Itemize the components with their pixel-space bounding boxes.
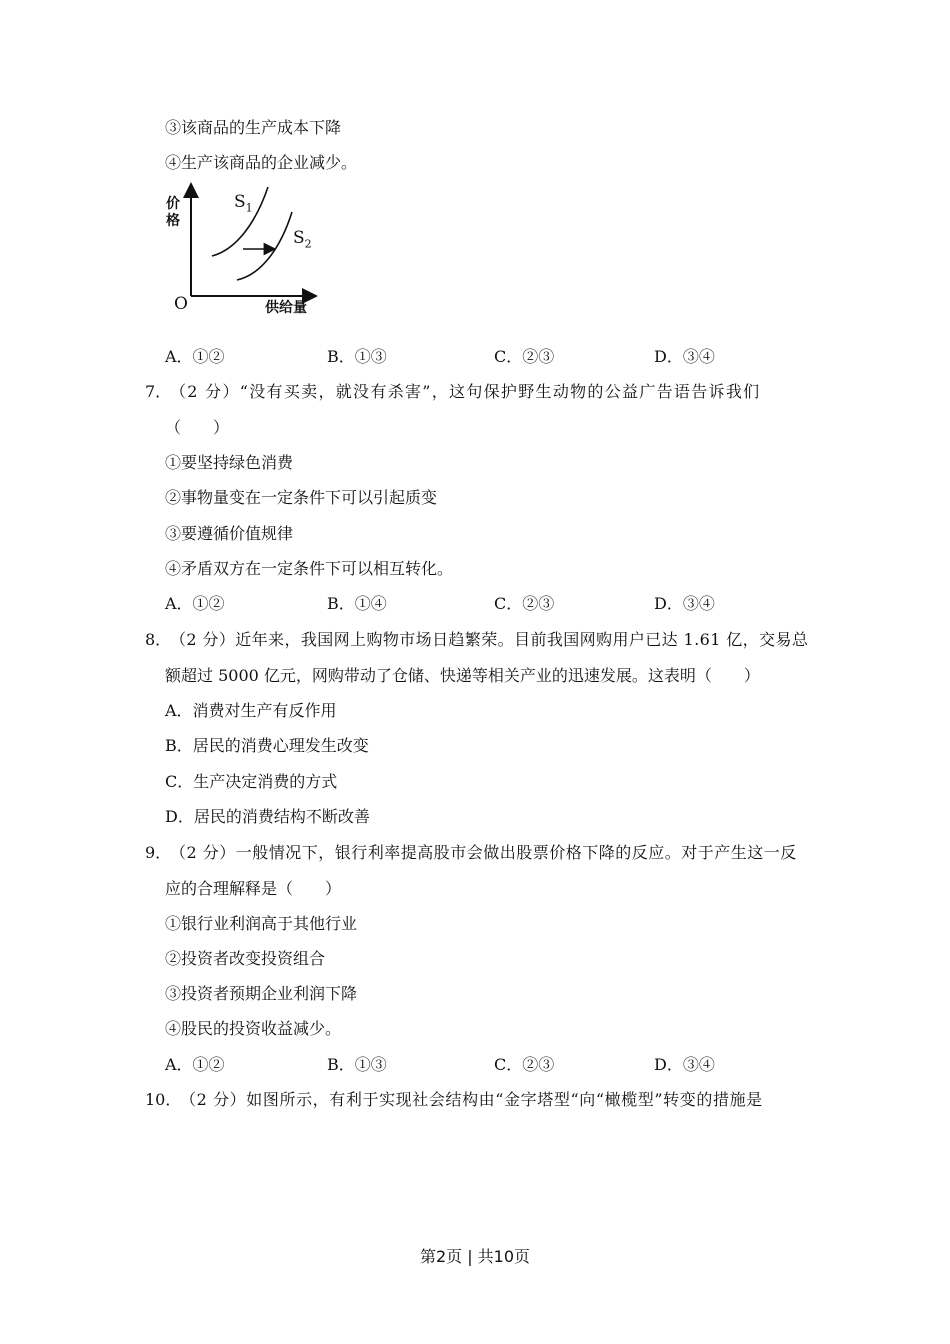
s2-sub: 2	[304, 237, 312, 251]
q6-item-3: ③该商品的生产成本下降	[165, 118, 342, 137]
q6-option-c: C．②③	[494, 347, 555, 366]
q10-stem: （2 分）如图所示，有利于实现社会结构由“金字塔型“向“橄榄型”转变的措施是	[180, 1090, 763, 1109]
q7-number: 7．	[145, 382, 172, 401]
q9-item-4: ④股民的投资收益减少。	[165, 1019, 342, 1038]
q7-item-3: ③要遵循价值规律	[165, 524, 294, 543]
q7-option-d: D．③④	[654, 594, 715, 613]
q8-number: 8．	[145, 630, 172, 649]
q6-option-b: B．①③	[327, 347, 387, 366]
q8-option-c: C．生产决定消费的方式	[165, 772, 338, 791]
q7-option-b: B．①④	[327, 594, 387, 613]
q9-stem-2: 应的合理解释是（ ）	[165, 879, 342, 898]
q6-item-4: ④生产该商品的企业减少。	[165, 153, 358, 172]
q9-option-d: D．③④	[654, 1055, 715, 1074]
q9-option-a: A．①②	[165, 1055, 225, 1074]
q9-item-3: ③投资者预期企业利润下降	[165, 984, 358, 1003]
q7-option-a: A．①②	[165, 594, 225, 613]
y-axis-label: 价格	[166, 196, 180, 229]
q9-stem: （2 分）一般情况下，银行利率提高股市会做出股票价格下降的反应。对于产生这一反	[170, 843, 797, 862]
q7-option-c: C．②③	[494, 594, 555, 613]
q6-option-d: D．③④	[654, 347, 715, 366]
q9-item-1: ①银行业利润高于其他行业	[165, 914, 358, 933]
q9-option-c: C．②③	[494, 1055, 555, 1074]
origin-label: O	[174, 294, 188, 314]
q7-stem-2: （ ）	[165, 418, 230, 437]
s1-sub: 1	[245, 201, 253, 215]
s2-text: S	[293, 228, 305, 248]
s1-label	[234, 192, 253, 218]
q8-option-b: B．居民的消费心理发生改变	[165, 736, 369, 755]
q9-item-2: ②投资者改变投资组合	[165, 949, 326, 968]
s2-curve	[237, 212, 292, 280]
supply-curve-figure	[160, 180, 330, 320]
s1-text: S	[234, 192, 246, 212]
q9-number: 9．	[145, 843, 172, 862]
q7-stem: （2 分）“没有买卖，就没有杀害”，这句保护野生动物的公益广告语告诉我们	[170, 382, 761, 401]
q10-number: 10．	[145, 1090, 182, 1109]
q8-stem-2: 额超过 5000 亿元，网购带动了仓储、快递等相关产业的迅速发展。这表明（ ）	[165, 666, 760, 685]
q8-option-d: D．居民的消费结构不断改善	[165, 807, 370, 826]
q8-stem: （2 分）近年来，我国网上购物市场日趋繁荣。目前我国网购用户已达 1.61 亿，交易总	[170, 630, 809, 649]
q6-option-a: A．①②	[165, 347, 225, 366]
page-footer: 第2页 | 共10页	[419, 1247, 531, 1266]
q8-option-a: A．消费对生产有反作用	[165, 701, 337, 720]
q7-item-4: ④矛盾双方在一定条件下可以相互转化。	[165, 559, 454, 578]
q9-option-b: B．①③	[327, 1055, 387, 1074]
x-axis-label: 供给量	[265, 300, 307, 316]
q7-item-2: ②事物量变在一定条件下可以引起质变	[165, 488, 438, 507]
s2-label	[293, 228, 312, 254]
q7-item-1: ①要坚持绿色消费	[165, 453, 294, 472]
